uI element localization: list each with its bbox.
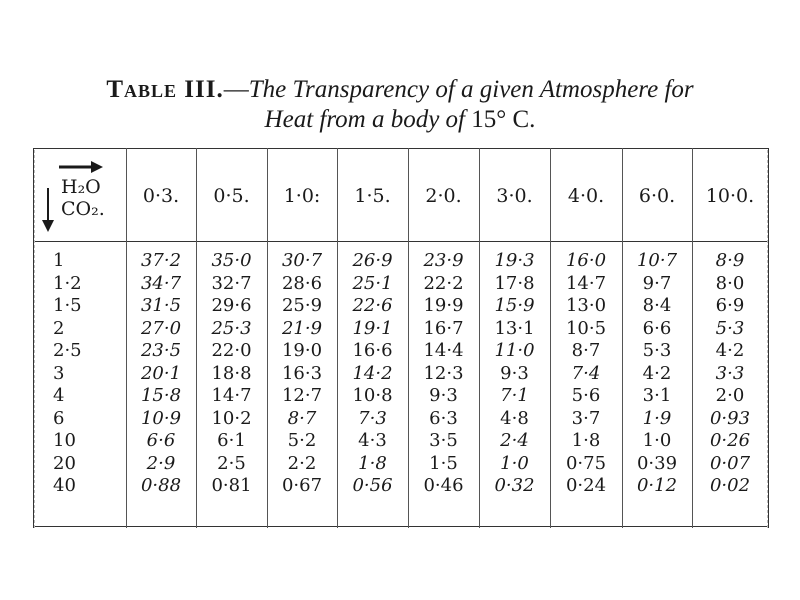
table-cell: 19·1 bbox=[352, 317, 393, 339]
row-label: 4 bbox=[53, 385, 65, 406]
table-cell: 4·2 bbox=[715, 340, 745, 361]
title-temperature: 15° C. bbox=[471, 106, 536, 133]
table-cell: 9·3 bbox=[429, 385, 458, 406]
column-header: 4·0. bbox=[567, 185, 605, 207]
column-rule bbox=[692, 148, 693, 528]
column-header: 2·0. bbox=[425, 185, 462, 207]
table-cell: 16·7 bbox=[423, 317, 464, 339]
table-cell: 29·6 bbox=[211, 295, 252, 316]
column-header: 1·5. bbox=[354, 185, 391, 207]
table-cell: 9·7 bbox=[642, 272, 672, 294]
table-cell: 12·7 bbox=[281, 385, 323, 406]
table-cell: 7·3 bbox=[358, 407, 387, 429]
table-title-line-2 bbox=[0, 106, 800, 134]
table-cell: 0·24 bbox=[565, 475, 607, 496]
table-title-line-1 bbox=[0, 76, 800, 104]
column-header: 1·0: bbox=[283, 185, 321, 207]
row-label: 1·2 bbox=[53, 272, 82, 294]
table-cell: 0·02 bbox=[709, 475, 751, 496]
column-header: 0·5. bbox=[213, 185, 250, 207]
table-cell: 0·56 bbox=[352, 475, 393, 496]
table-cell: 32·7 bbox=[211, 272, 252, 294]
table-cell: 16·6 bbox=[352, 340, 393, 361]
table-cell: 19·0 bbox=[281, 340, 323, 361]
arrow-down-icon bbox=[41, 188, 55, 232]
row-label: 1·5 bbox=[53, 295, 82, 316]
table-cell: 8·4 bbox=[642, 295, 672, 316]
table-cell: 3·5 bbox=[429, 430, 458, 451]
table-cell: 5·3 bbox=[715, 317, 745, 339]
table-cell: 22·0 bbox=[211, 340, 252, 361]
table-cell: 21·9 bbox=[281, 317, 323, 339]
table-cell: 1·9 bbox=[642, 407, 672, 429]
row-label: 6 bbox=[53, 407, 65, 429]
scan-edge-left bbox=[34, 150, 35, 528]
row-label: 2 bbox=[53, 317, 65, 339]
table-cell: 3·3 bbox=[715, 362, 745, 384]
table-cell: 7·4 bbox=[571, 362, 601, 384]
table-bottom-rule bbox=[33, 526, 768, 527]
table-cell: 17·8 bbox=[494, 272, 535, 294]
table-cell: 8·7 bbox=[571, 340, 601, 361]
table-cell: 6·1 bbox=[217, 430, 246, 451]
table-cell: 14·4 bbox=[423, 340, 464, 361]
table-cell: 14·7 bbox=[211, 385, 252, 406]
table-cell: 34·7 bbox=[140, 272, 182, 294]
table-cell: 15·9 bbox=[494, 295, 535, 316]
table-cell: 9·3 bbox=[500, 362, 529, 384]
table-cell: 37·2 bbox=[140, 250, 182, 271]
row-label: 10 bbox=[53, 430, 76, 451]
row-label: 1 bbox=[53, 250, 65, 271]
table-cell: 1·0 bbox=[500, 452, 529, 474]
table-cell: 8·0 bbox=[715, 272, 745, 294]
transparency-table bbox=[33, 148, 768, 530]
table-cell: 27·0 bbox=[140, 317, 182, 339]
column-rule bbox=[408, 148, 409, 528]
table-cell: 10·5 bbox=[565, 317, 607, 339]
column-rule bbox=[768, 148, 769, 528]
table-cell: 5·2 bbox=[287, 430, 317, 451]
table-cell: 25·3 bbox=[211, 317, 252, 339]
table-cell: 14·7 bbox=[565, 272, 607, 294]
table-cell: 19·3 bbox=[494, 250, 535, 271]
table-cell: 0·67 bbox=[281, 475, 323, 496]
h2o-axis-label: H₂O bbox=[61, 176, 101, 198]
column-rule bbox=[267, 148, 268, 528]
table-cell: 10·7 bbox=[636, 250, 678, 271]
table-cell: 3·7 bbox=[571, 407, 601, 429]
title-text-line-1: The Transparency of a given Atmosphere for bbox=[248, 76, 694, 103]
table-cell: 11·0 bbox=[494, 340, 535, 361]
table-cell: 23·5 bbox=[140, 340, 182, 361]
table-cell: 6·6 bbox=[642, 317, 672, 339]
table-cell: 2·9 bbox=[146, 452, 176, 474]
title-text-line-2: Heat from a body of bbox=[264, 106, 465, 133]
table-cell: 31·5 bbox=[140, 295, 182, 316]
table-cell: 4·3 bbox=[358, 430, 387, 451]
column-header: 0·3. bbox=[142, 185, 180, 207]
table-cell: 22·6 bbox=[352, 295, 393, 316]
row-label: 40 bbox=[53, 475, 76, 496]
table-corner-header bbox=[39, 156, 121, 236]
table-cell: 30·7 bbox=[281, 250, 323, 271]
table-cell: 0·32 bbox=[494, 475, 535, 496]
table-cell: 2·0 bbox=[715, 385, 745, 406]
scan-edge-right bbox=[767, 150, 768, 528]
table-cell: 1·8 bbox=[358, 452, 387, 474]
column-rule bbox=[622, 148, 623, 528]
row-label: 2·5 bbox=[53, 340, 82, 361]
table-cell: 6·9 bbox=[715, 295, 745, 316]
column-header: 10·0. bbox=[705, 185, 755, 207]
table-cell: 22·2 bbox=[423, 272, 464, 294]
table-cell: 10·9 bbox=[140, 407, 182, 429]
arrow-right-icon bbox=[59, 160, 103, 174]
table-cell: 2·5 bbox=[217, 452, 246, 474]
table-header-rule bbox=[33, 241, 768, 242]
table-cell: 1·5 bbox=[429, 452, 458, 474]
table-cell: 0·75 bbox=[565, 452, 607, 474]
table-cell: 13·0 bbox=[565, 295, 607, 316]
table-cell: 3·1 bbox=[642, 385, 672, 406]
table-cell: 18·8 bbox=[211, 362, 252, 384]
row-label: 3 bbox=[53, 362, 65, 384]
table-cell: 0·88 bbox=[140, 475, 182, 496]
table-cell: 13·1 bbox=[494, 317, 535, 339]
table-cell: 1·8 bbox=[571, 430, 601, 451]
table-cell: 0·81 bbox=[211, 475, 252, 496]
title-dash: — bbox=[223, 76, 249, 103]
table-cell: 12·3 bbox=[423, 362, 464, 384]
table-cell: 10·2 bbox=[211, 407, 252, 429]
table-cell: 4·8 bbox=[500, 407, 529, 429]
table-cell: 35·0 bbox=[211, 250, 252, 271]
column-rule bbox=[196, 148, 197, 528]
table-cell: 0·07 bbox=[709, 452, 751, 474]
column-header: 6·0. bbox=[638, 185, 676, 207]
column-rule bbox=[126, 148, 127, 528]
column-header: 3·0. bbox=[496, 185, 533, 207]
co2-axis-label: CO₂. bbox=[61, 198, 105, 220]
table-cell: 20·1 bbox=[140, 362, 182, 384]
table-cell: 16·0 bbox=[565, 250, 607, 271]
table-cell: 4·2 bbox=[642, 362, 672, 384]
table-cell: 1·0 bbox=[642, 430, 672, 451]
table-cell: 2·4 bbox=[500, 430, 529, 451]
column-rule bbox=[479, 148, 480, 528]
table-cell: 25·1 bbox=[352, 272, 393, 294]
table-cell: 6·3 bbox=[429, 407, 458, 429]
table-cell: 25·9 bbox=[281, 295, 323, 316]
table-cell: 0·93 bbox=[709, 407, 751, 429]
column-rule bbox=[337, 148, 338, 528]
table-top-rule bbox=[33, 148, 768, 149]
table-number: Table III. bbox=[106, 76, 224, 103]
table-cell: 7·1 bbox=[500, 385, 529, 406]
row-label: 20 bbox=[53, 452, 76, 474]
table-cell: 0·39 bbox=[636, 452, 678, 474]
table-cell: 10·8 bbox=[352, 385, 393, 406]
table-cell: 0·46 bbox=[423, 475, 464, 496]
table-cell: 0·12 bbox=[636, 475, 678, 496]
table-cell: 23·9 bbox=[423, 250, 464, 271]
table-cell: 16·3 bbox=[281, 362, 323, 384]
table-cell: 8·9 bbox=[715, 250, 745, 271]
table-cell: 28·6 bbox=[281, 272, 323, 294]
table-cell: 0·26 bbox=[709, 430, 751, 451]
table-cell: 5·3 bbox=[642, 340, 672, 361]
table-cell: 14·2 bbox=[352, 362, 393, 384]
table-cell: 15·8 bbox=[140, 385, 182, 406]
table-cell: 5·6 bbox=[571, 385, 601, 406]
table-cell: 19·9 bbox=[423, 295, 464, 316]
column-rule bbox=[550, 148, 551, 528]
table-cell: 2·2 bbox=[287, 452, 317, 474]
table-cell: 26·9 bbox=[352, 250, 393, 271]
table-cell: 6·6 bbox=[146, 430, 176, 451]
table-cell: 8·7 bbox=[287, 407, 317, 429]
